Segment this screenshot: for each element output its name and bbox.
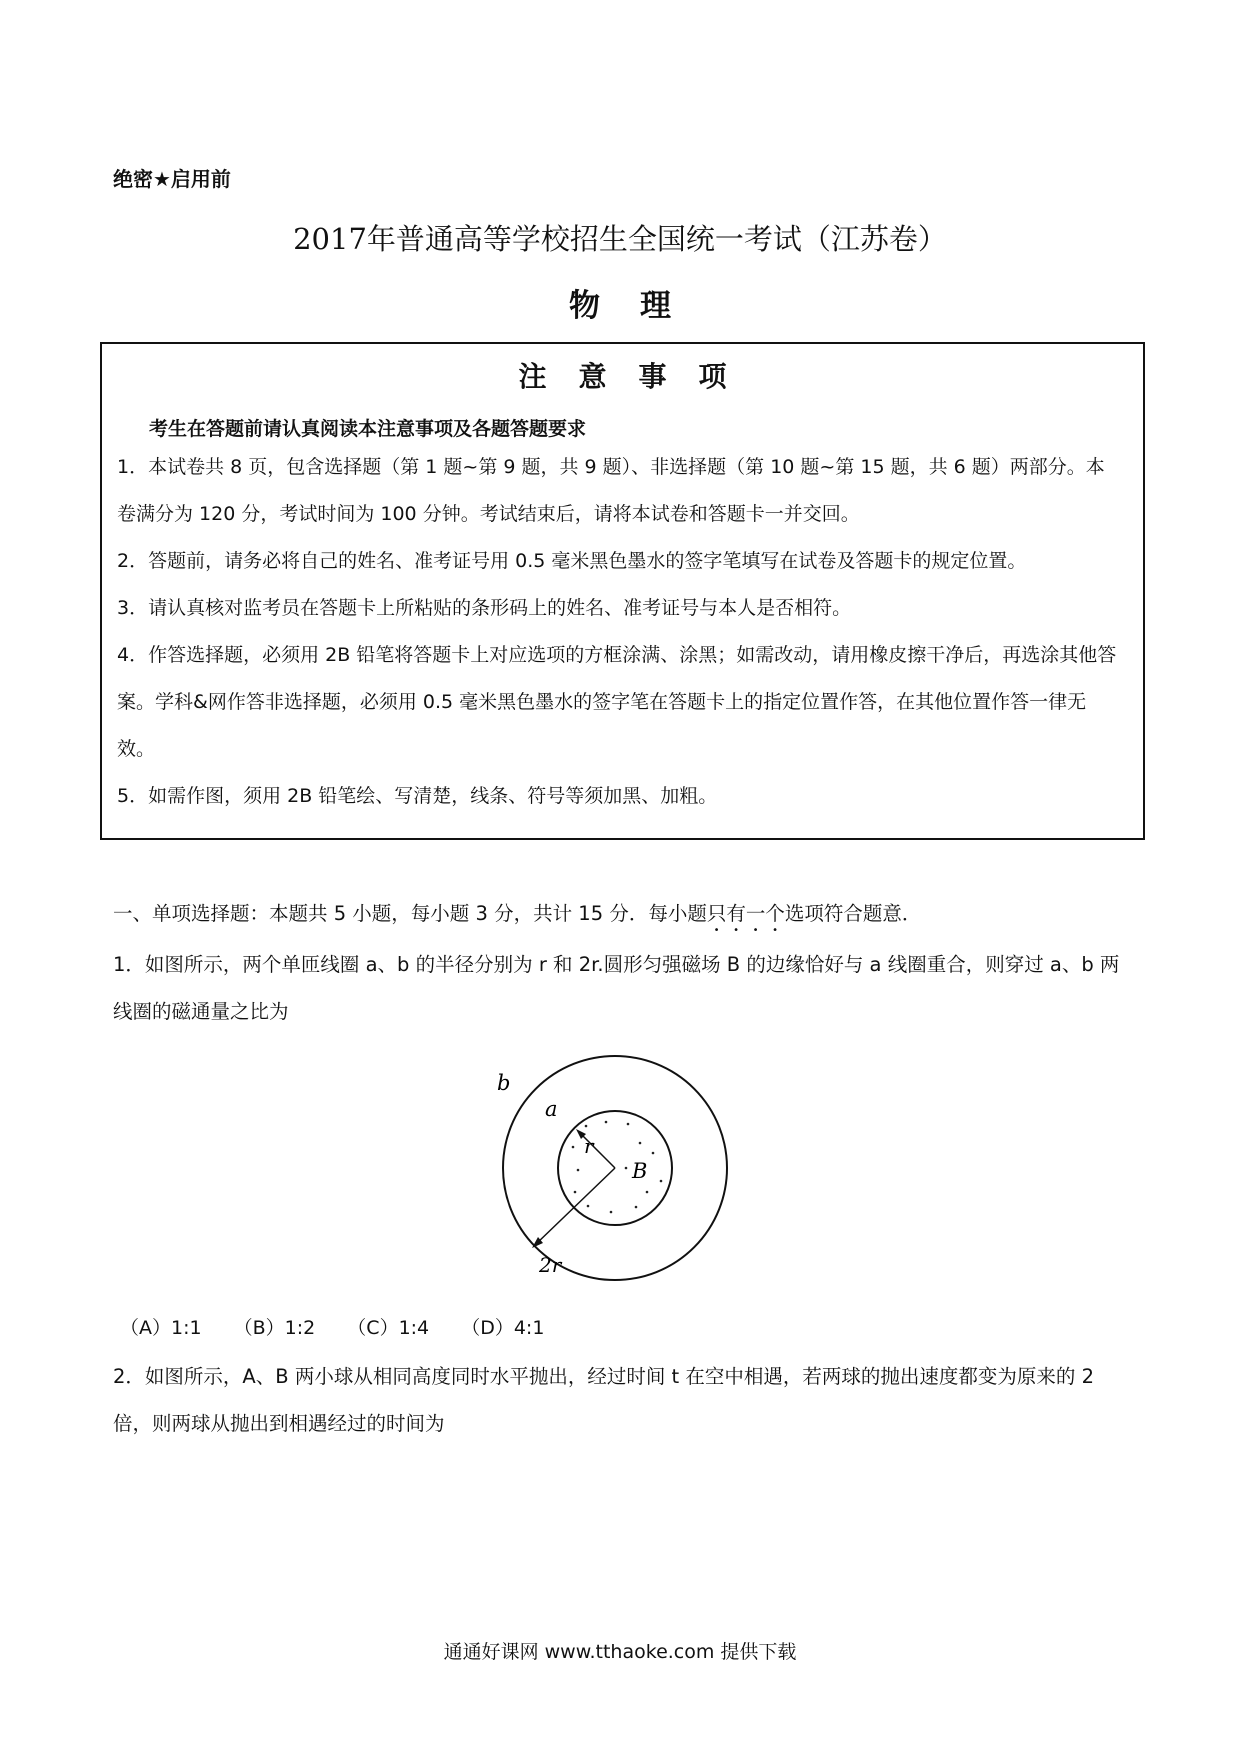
question-1-text: 1．如图所示，两个单匝线圈 a、b 的半径分别为 r 和 2r.圆形匀强磁场 B 的边缘恰好与 a 线圈重合，则穿过 a、b 两线圈的磁通量之比为 (113, 953, 1120, 1023)
section-lead: 一、单项选择题：本题共 5 小题，每小题 3 分，共计 15 分．每小题 (113, 902, 707, 925)
notice-subtitle: 考生在答题前请认真阅读本注意事项及各题答题要求 (149, 418, 587, 440)
notice-item-2: 2．答题前，请务必将自己的姓名、准考证号用 0.5 毫米黑色墨水的签字笔填写在试卷及答题卡的规定位置。 (117, 550, 1027, 572)
label-b: b (497, 1071, 511, 1095)
option-a: （A）1:1 (120, 1317, 202, 1339)
confidential-label: 绝密★启用前 (113, 167, 231, 191)
footer-source: 通通好课网 www.tthaoke.com 提供下载 (443, 1641, 797, 1663)
option-b: （B）1:2 (233, 1317, 316, 1339)
question-1-options (120, 1313, 570, 1340)
option-c: （C）1:4 (347, 1317, 430, 1339)
label-B: B (632, 1159, 648, 1183)
section-heading (113, 898, 921, 936)
notice-item-4: 4．作答选择题，必须用 2B 铅笔将答题卡上对应选项的方框涂满、涂黑；如需改动，请用橡皮擦干净后，再选涂其他答案。学科&网作答非选择题，必须用 0.5 毫米黑色墨水的签字笔在答题卡上的指定位置作答，在其他位置作答一律无效。 (117, 644, 1117, 760)
label-a: a (545, 1097, 558, 1121)
notice-item-1: 1．本试卷共 8 页，包含选择题（第 1 题~第 9 题，共 9 题）、非选择题（第 10 题~第 15 题，共 6 题）两部分。本卷满分为 120 分，考试时间为 100 分钟。考试结束后，请将本试卷和答题卡一并交回。 (117, 456, 1105, 525)
notice-box (100, 342, 1145, 840)
exam-title: 2017年普通高等学校招生全国统一考试（江苏卷） (293, 222, 947, 256)
notice-item-5: 5．如需作图，须用 2B 铅笔绘、写清楚，线条、符号等须加黑、加粗。 (117, 785, 718, 807)
option-d: （D）4:1 (461, 1317, 545, 1339)
notice-item-3: 3．请认真核对监考员在答题卡上所粘贴的条形码上的姓名、准考证号与本人是否相符。 (117, 597, 852, 619)
label-2r: 2r (539, 1253, 562, 1277)
subject-title: 物理 (569, 288, 711, 324)
notice-title: 注意事项 (518, 360, 759, 393)
section-tail: 选项符合题意． (784, 902, 922, 925)
label-r: r (584, 1134, 594, 1158)
section-emphasis: 只有一个 (706, 902, 785, 925)
question-2-text: 2．如图所示，A、B 两小球从相同高度同时水平抛出，经过时间 t 在空中相遇，若两球的抛出速度都变为原来的 2 倍，则两球从抛出到相遇经过的时间为 (113, 1365, 1094, 1435)
figure-concentric-coils (495, 1040, 755, 1300)
radius-2r-arrow (535, 1168, 615, 1245)
